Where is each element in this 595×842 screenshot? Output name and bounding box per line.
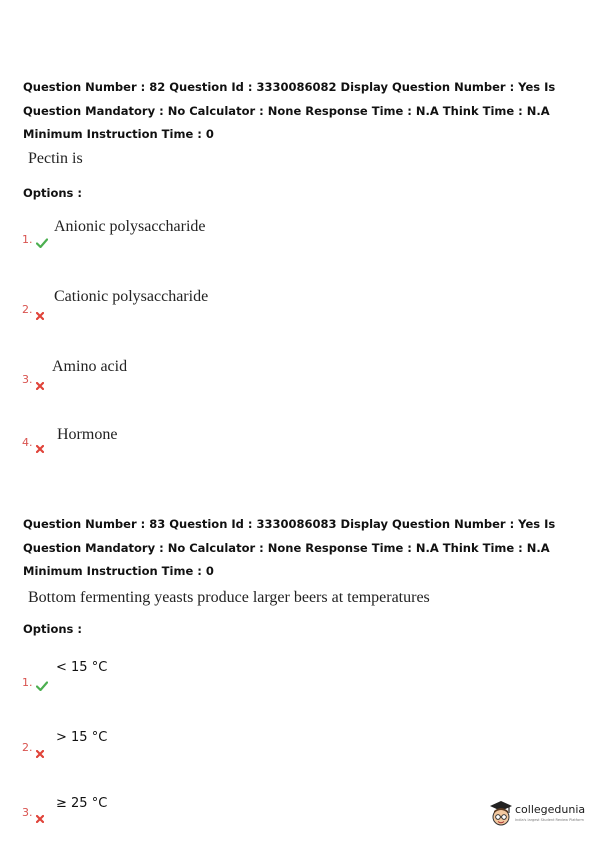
option-number: 1. [22, 233, 33, 246]
cross-icon [36, 808, 44, 827]
option-text: Cationic polysaccharide [54, 288, 209, 305]
option-number: 2. [22, 303, 33, 316]
option-number: 2. [22, 741, 33, 754]
question-83-meta: Question Number : 83 Question Id : 3330086083 Display Question Number : Yes Is Question Mandatory : No Calculator : None Response Time : N.A Think Time : N.A Minimum Instruction Time : 0 [23, 517, 556, 578]
question-82-meta: Question Number : 82 Question Id : 3330086082 Display Question Number : Yes Is Question Mandatory : No Calculator : None Response Time : N.A Think Time : N.A Minimum Instruction Time : 0 [23, 80, 556, 141]
option-number: 4. [22, 436, 33, 449]
option-text: ≥ 25 °C [56, 796, 108, 811]
cross-icon [36, 375, 44, 394]
option-number: 3. [22, 373, 33, 386]
cross-icon [36, 305, 44, 324]
question-83-text: Bottom fermenting yeasts produce larger beers at temperatures [28, 589, 430, 606]
option-text: Anionic polysaccharide [54, 218, 206, 235]
graduate-mascot-icon [488, 799, 514, 833]
cross-icon [36, 743, 44, 762]
check-icon [36, 676, 48, 695]
question-82-options-label: Options : [23, 186, 82, 200]
option-text: < 15 °C [56, 660, 108, 675]
cross-icon [36, 438, 44, 457]
collegedunia-logo [488, 799, 588, 831]
option-text: Hormone [57, 426, 118, 443]
question-82-text: Pectin is [28, 150, 83, 167]
check-icon [36, 233, 48, 252]
logo-tagline: India's largest Student Review Platform [515, 818, 584, 822]
option-number: 1. [22, 676, 33, 689]
option-text: Amino acid [52, 358, 128, 375]
question-83-options-label: Options : [23, 622, 82, 636]
logo-wordmark: collegedunia [515, 803, 586, 816]
option-text: > 15 °C [56, 730, 108, 745]
option-number: 3. [22, 806, 33, 819]
